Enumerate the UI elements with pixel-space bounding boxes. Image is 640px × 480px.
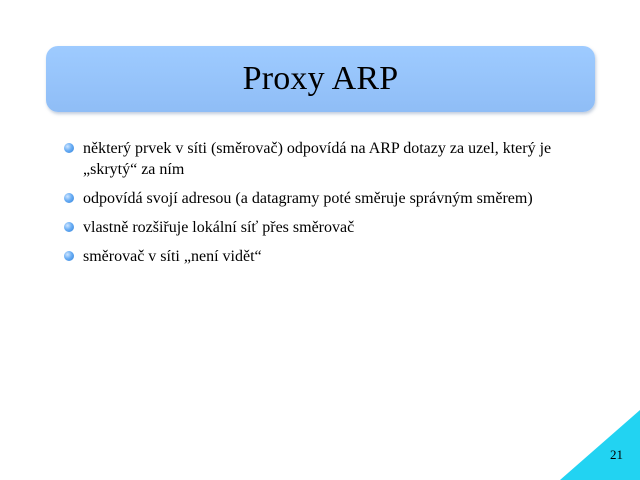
- bullet-text: některý prvek v síti (směrovač) odpovídá na ARP dotazy za uzel, který je „skrytý“ za ním: [83, 140, 552, 178]
- slide-title: Proxy ARP: [242, 60, 399, 97]
- title-box: [46, 46, 595, 112]
- bullet-dot-icon: [64, 143, 74, 153]
- bullet-dot-icon: [64, 222, 74, 232]
- bullet-text: odpovídá svojí adresou (a datagramy poté směruje správným směrem): [83, 190, 533, 207]
- bullet-dot-icon: [64, 193, 74, 203]
- bullet-text: vlastně rozšiřuje lokální síť přes směrovač: [83, 219, 355, 236]
- bullet-item: [62, 246, 582, 267]
- bullet-list: [62, 138, 582, 275]
- bullet-item: [62, 217, 582, 238]
- bullet-item: [62, 188, 582, 209]
- corner-decoration: [560, 410, 640, 480]
- page-number: 21: [610, 447, 623, 462]
- bullet-text: směrovač v síti „není vidět“: [83, 248, 262, 265]
- bullet-item: [62, 138, 582, 180]
- bullet-dot-icon: [64, 251, 74, 261]
